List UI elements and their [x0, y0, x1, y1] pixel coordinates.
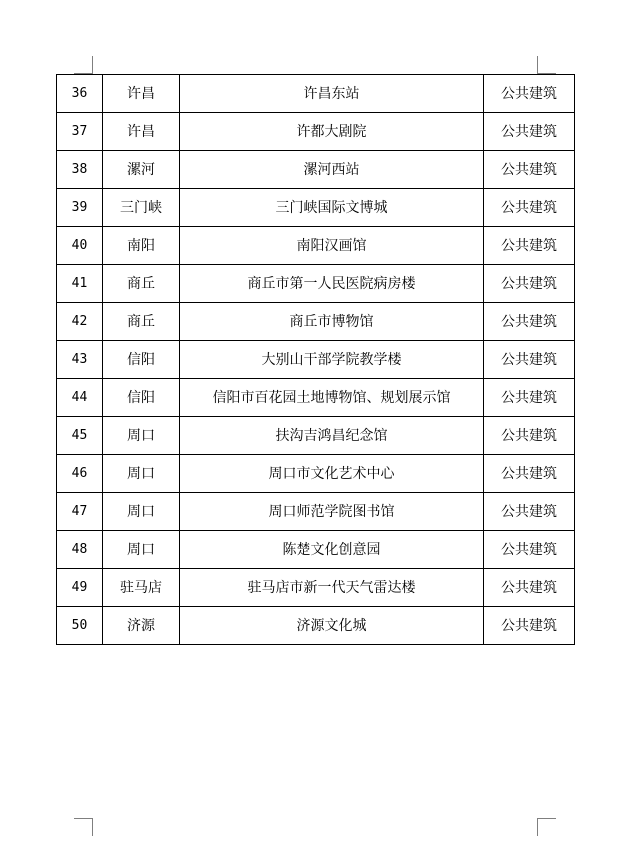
- crop-mark-top-left: [74, 56, 93, 74]
- row-number: 42: [57, 303, 103, 341]
- row-project-name: 陈楚文化创意园: [180, 531, 484, 569]
- table-row: [57, 531, 575, 569]
- row-city: 周口: [103, 417, 180, 455]
- row-number: 50: [57, 607, 103, 645]
- row-building-type: 公共建筑: [484, 151, 575, 189]
- table-row: [57, 341, 575, 379]
- row-project-name: 大别山干部学院教学楼: [180, 341, 484, 379]
- row-number: 44: [57, 379, 103, 417]
- crop-mark-bottom-left: [74, 818, 93, 836]
- crop-mark-bottom-right: [537, 818, 556, 836]
- row-project-name: 商丘市第一人民医院病房楼: [180, 265, 484, 303]
- row-project-name: 漯河西站: [180, 151, 484, 189]
- row-building-type: 公共建筑: [484, 531, 575, 569]
- row-building-type: 公共建筑: [484, 341, 575, 379]
- row-building-type: 公共建筑: [484, 189, 575, 227]
- table-row: [57, 227, 575, 265]
- row-project-name: 周口市文化艺术中心: [180, 455, 484, 493]
- row-city: 许昌: [103, 113, 180, 151]
- row-number: 38: [57, 151, 103, 189]
- table-row: [57, 379, 575, 417]
- row-city: 商丘: [103, 265, 180, 303]
- row-number: 40: [57, 227, 103, 265]
- row-number: 39: [57, 189, 103, 227]
- table-row: [57, 265, 575, 303]
- row-building-type: 公共建筑: [484, 455, 575, 493]
- row-building-type: 公共建筑: [484, 227, 575, 265]
- row-project-name: 周口师范学院图书馆: [180, 493, 484, 531]
- table-row: [57, 75, 575, 113]
- row-building-type: 公共建筑: [484, 265, 575, 303]
- row-building-type: 公共建筑: [484, 303, 575, 341]
- building-list-table: [56, 74, 575, 645]
- row-number: 48: [57, 531, 103, 569]
- table-row: [57, 189, 575, 227]
- row-city: 济源: [103, 607, 180, 645]
- row-project-name: 许昌东站: [180, 75, 484, 113]
- row-building-type: 公共建筑: [484, 607, 575, 645]
- row-number: 43: [57, 341, 103, 379]
- row-number: 41: [57, 265, 103, 303]
- row-building-type: 公共建筑: [484, 379, 575, 417]
- row-city: 周口: [103, 531, 180, 569]
- row-number: 49: [57, 569, 103, 607]
- row-number: 46: [57, 455, 103, 493]
- table-row: [57, 303, 575, 341]
- row-project-name: 商丘市博物馆: [180, 303, 484, 341]
- row-city: 周口: [103, 493, 180, 531]
- table-row: [57, 607, 575, 645]
- row-city: 驻马店: [103, 569, 180, 607]
- row-project-name: 南阳汉画馆: [180, 227, 484, 265]
- table-row: [57, 493, 575, 531]
- row-project-name: 许都大剧院: [180, 113, 484, 151]
- row-number: 45: [57, 417, 103, 455]
- table-row: [57, 113, 575, 151]
- crop-mark-top-right: [537, 56, 556, 74]
- table-row: [57, 151, 575, 189]
- row-building-type: 公共建筑: [484, 75, 575, 113]
- table-row: [57, 417, 575, 455]
- row-city: 信阳: [103, 379, 180, 417]
- row-city: 商丘: [103, 303, 180, 341]
- row-number: 36: [57, 75, 103, 113]
- row-city: 漯河: [103, 151, 180, 189]
- row-project-name: 驻马店市新一代天气雷达楼: [180, 569, 484, 607]
- row-number: 47: [57, 493, 103, 531]
- row-project-name: 济源文化城: [180, 607, 484, 645]
- row-number: 37: [57, 113, 103, 151]
- row-city: 许昌: [103, 75, 180, 113]
- row-project-name: 三门峡国际文博城: [180, 189, 484, 227]
- row-city: 三门峡: [103, 189, 180, 227]
- row-building-type: 公共建筑: [484, 569, 575, 607]
- table-row: [57, 569, 575, 607]
- row-city: 周口: [103, 455, 180, 493]
- row-project-name: 扶沟吉鸿昌纪念馆: [180, 417, 484, 455]
- row-building-type: 公共建筑: [484, 417, 575, 455]
- row-project-name: 信阳市百花园土地博物馆、规划展示馆: [180, 379, 484, 417]
- row-city: 南阳: [103, 227, 180, 265]
- table-row: [57, 455, 575, 493]
- row-city: 信阳: [103, 341, 180, 379]
- row-building-type: 公共建筑: [484, 493, 575, 531]
- row-building-type: 公共建筑: [484, 113, 575, 151]
